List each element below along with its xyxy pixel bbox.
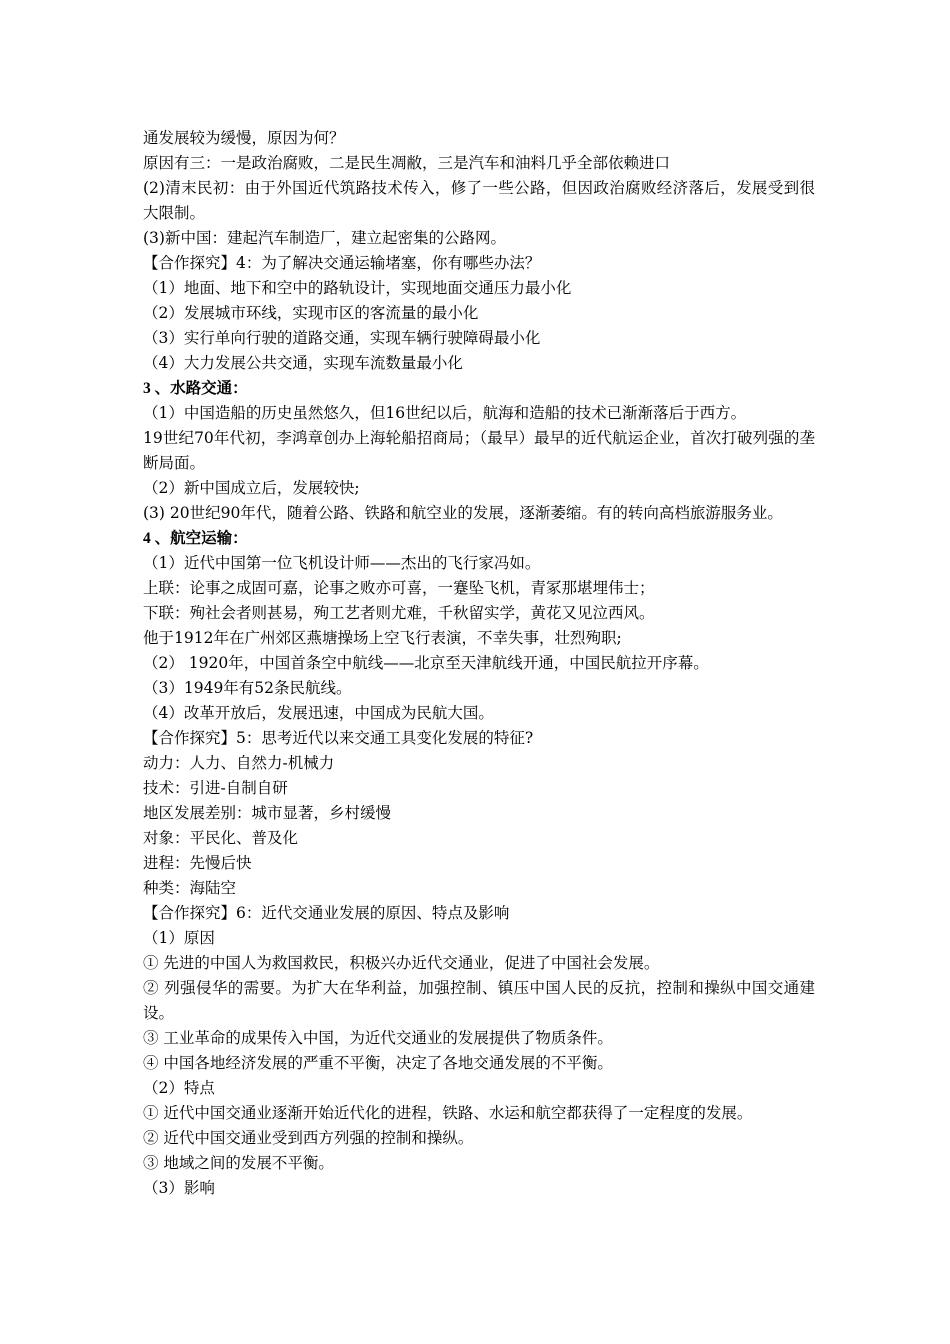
list-item: ③ 地域之间的发展不平衡。 bbox=[143, 1154, 334, 1172]
couplet-lower: 下联：殉社会者则甚易，殉工艺者则尤难，千秋留实学，黄花又见泣西风。 bbox=[143, 604, 655, 622]
discussion-heading: 【合作探究】4：为了解决交通运输堵塞，你有哪些办法？ bbox=[143, 254, 541, 272]
list-item: （1）中国造船的历史虽然悠久，但16世纪以后，航海和造船的技术已渐渐落后于西方。 bbox=[143, 404, 747, 422]
list-item: （4）改革开放后，发展迅速，中国成为民航大国。 bbox=[143, 704, 494, 722]
list-item: （2） 1920年，中国首条空中航线——北京至天津航线开通，中国民航拉开序幕。 bbox=[143, 654, 709, 672]
discussion-heading: 【合作探究】5：思考近代以来交通工具变化发展的特征? bbox=[143, 729, 534, 747]
list-item: （1）地面、地下和空中的路轨设计，实现地面交通压力最小化 bbox=[143, 279, 572, 297]
text-line: 原因有三：一是政治腐败，二是民生凋敝，三是汽车和油料几乎全部依赖进口 bbox=[143, 154, 671, 172]
text-paragraph: (2)清末民初：由于外国近代筑路技术传入，修了一些公路，但因政治腐败经济落后，发展受到很大限制。 bbox=[143, 179, 815, 222]
list-item: ② 近代中国交通业受到西方列强的控制和操纵。 bbox=[143, 1129, 474, 1147]
section-heading-air: 4 、航空运输： bbox=[143, 530, 248, 547]
list-item: ① 近代中国交通业逐渐开始近代化的进程，铁路、水运和航空都获得了一定程度的发展。 bbox=[143, 1104, 753, 1122]
text-line: 进程：先慢后快 bbox=[143, 854, 252, 872]
section-heading-water: 3 、水路交通： bbox=[143, 380, 248, 397]
subheading: （2）特点 bbox=[143, 1079, 215, 1097]
list-item: （2）发展城市环线，实现市区的客流量的最小化 bbox=[143, 304, 479, 322]
list-item: （2）新中国成立后，发展较快; bbox=[143, 479, 360, 497]
list-item: ③ 工业革命的成果传入中国，为近代交通业的发展提供了物质条件。 bbox=[143, 1029, 613, 1047]
discussion-heading: 【合作探究】6：近代交通业发展的原因、特点及影响 bbox=[143, 904, 510, 922]
text-line: 动力：人力、自然力-机械力 bbox=[143, 754, 335, 772]
list-item: （1）近代中国第一位飞机设计师——杰出的飞行家冯如。 bbox=[143, 554, 541, 572]
text-line: 技术：引进-自制自研 bbox=[143, 779, 288, 797]
document-page bbox=[143, 126, 815, 1201]
text-line: 他于1912年在广州郊区燕塘操场上空飞行表演，不幸失事，壮烈殉职; bbox=[143, 629, 622, 647]
list-item: （3）1949年有52条民航线。 bbox=[143, 679, 352, 697]
couplet-upper: 上联：论事之成固可嘉，论事之败亦可喜，一蹇坠飞机，青冢那堪埋伟士； bbox=[143, 579, 655, 597]
list-item: （3）实行单向行驶的道路交通，实现车辆行驶障碍最小化 bbox=[143, 329, 541, 347]
list-item: ④ 中国各地经济发展的严重不平衡，决定了各地交通发展的不平衡。 bbox=[143, 1054, 613, 1072]
text-line: 种类：海陆空 bbox=[143, 879, 237, 897]
text-paragraph: ② 列强侵华的需要。为扩大在华利益，加强控制、镇压中国人民的反抗，控制和操纵中国交通建设。 bbox=[143, 979, 815, 1022]
text-line: 地区发展差别：城市显著，乡村缓慢 bbox=[143, 804, 392, 822]
list-item: （4）大力发展公共交通，实现车流数量最小化 bbox=[143, 354, 463, 372]
text-paragraph: 19世纪70年代初，李鸿章创办上海轮船招商局；（最早）最早的近代航运企业，首次打破列强的垄断局面。 bbox=[143, 429, 815, 472]
subheading: （3）影响 bbox=[143, 1179, 215, 1197]
text-paragraph: (3) 20世纪90年代，随着公路、铁路和航空业的发展，逐渐萎缩。有的转向高档旅游服务业。 bbox=[143, 504, 783, 522]
list-item: ① 先进的中国人为救国救民，积极兴办近代交通业，促进了中国社会发展。 bbox=[143, 954, 660, 972]
text-line: 对象：平民化、普及化 bbox=[143, 829, 299, 847]
text-line: (3)新中国：建起汽车制造厂，建立起密集的公路网。 bbox=[143, 229, 506, 247]
text-line: 通发展较为缓慢，原因为何？ bbox=[143, 129, 345, 147]
subheading: （1）原因 bbox=[143, 929, 215, 947]
